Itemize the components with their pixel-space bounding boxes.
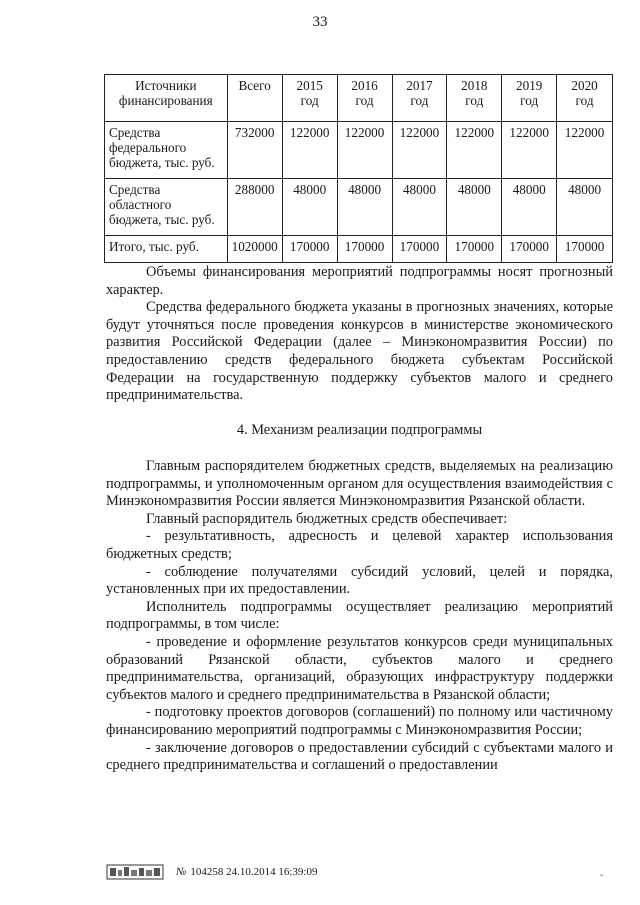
table-cell: 170000 <box>392 236 447 263</box>
table-cell: 170000 <box>282 236 337 263</box>
page-number: 33 <box>312 14 328 30</box>
table-cell: 1020000 <box>227 236 282 263</box>
header-cell: 2019 год <box>502 75 557 122</box>
table-cell: 732000 <box>227 122 282 179</box>
table-row-total <box>105 236 613 263</box>
registration-number-sign: № <box>176 866 187 878</box>
registration-footer <box>106 864 318 880</box>
table-cell: 122000 <box>337 122 392 179</box>
header-cell: 2015 год <box>282 75 337 122</box>
table-header-row <box>105 75 613 122</box>
table-cell: 122000 <box>392 122 447 179</box>
financing-table <box>104 74 613 263</box>
registration-stamp-text: 104258 24.10.2014 16:39:09 <box>190 866 318 878</box>
paragraph: Объемы финансирования мероприятий подпрограммы носят прогнозный характер. <box>106 264 613 298</box>
table-cell: 122000 <box>557 122 613 179</box>
list-item: - заключение договоров о предоставлении субсидий с субъектами малого и среднего предпринимательства и соглашений о предоставлении <box>106 739 613 774</box>
table-cell: 48000 <box>557 179 613 236</box>
header-cell: Источники финансирования <box>105 75 228 122</box>
table-cell: 170000 <box>557 236 613 263</box>
body-text-after <box>106 458 613 775</box>
table-cell: 48000 <box>337 179 392 236</box>
table-cell: 288000 <box>227 179 282 236</box>
table-cell: 122000 <box>447 122 502 179</box>
header-cell: Всего <box>227 75 282 122</box>
paragraph: Главным распорядителем бюджетных средств, выделяемых на реализацию подпрограммы, и уполномоченным органом для осуществления взаимодействия с Минэкономразвития России является Минэкономразвития Рязанской области. <box>106 458 613 510</box>
paragraph: Главный распорядитель бюджетных средств обеспечивает: <box>146 510 508 527</box>
table-cell: 48000 <box>447 179 502 236</box>
table-cell: 48000 <box>392 179 447 236</box>
paragraph: Исполнитель подпрограммы осуществляет реализацию мероприятий подпрограммы, в том числе: <box>106 598 613 633</box>
header-cell: 2016 год <box>337 75 392 122</box>
section-4 <box>106 422 613 440</box>
table-cell: Средства областного бюджета, тыс. руб. <box>105 179 228 236</box>
header-cell: 2018 год <box>447 75 502 122</box>
table-cell: 122000 <box>282 122 337 179</box>
table-cell: Итого, тыс. руб. <box>105 236 228 263</box>
list-item: - подготовку проектов договоров (соглашений) по полному или частичному финансированию мероприятий подпрограммы с Минэкономразвития России; <box>106 704 613 738</box>
table-cell: 170000 <box>502 236 557 263</box>
table-cell: Средства федерального бюджета, тыс. руб. <box>105 122 228 179</box>
table-row <box>105 122 613 179</box>
table-row <box>105 179 613 236</box>
list-item: - результативность, адресность и целевой характер использования бюджетных средств; <box>106 528 613 562</box>
table-cell: 122000 <box>502 122 557 179</box>
header-cell: 2020 год <box>557 75 613 122</box>
government-emblem-logo <box>106 864 164 880</box>
table-cell: 48000 <box>282 179 337 236</box>
list-item: - соблюдение получателями субсидий условий, целей и порядка, установленных при их предоставлении. <box>106 563 613 598</box>
section-heading: 4. Механизм реализации подпрограммы <box>236 422 483 438</box>
table-cell: 170000 <box>447 236 502 263</box>
header-cell: 2017 год <box>392 75 447 122</box>
paragraph: Средства федерального бюджета указаны в прогнозных значениях, которые будут уточняться после проведения конкурсов в министерстве экономического развития Российской Федерации (далее – Минэкономразвития России) по предоставлению средств федерального бюджета субъектам Российской Федерации на государственную поддержку субъектов малого и среднего предпринимательства. <box>106 299 613 404</box>
body-text-before <box>106 264 613 405</box>
list-item: - проведение и оформление результатов конкурсов среди муниципальных образований Рязанской области, субъектов малого и среднего предпринимательства, организаций, образующих инфраструктуру поддержки субъектов малого и среднего предпринимательства в Рязанской области; <box>106 633 613 703</box>
table-cell: 48000 <box>502 179 557 236</box>
margin-mark-icon: ˇ <box>600 874 604 885</box>
table-cell: 170000 <box>337 236 392 263</box>
